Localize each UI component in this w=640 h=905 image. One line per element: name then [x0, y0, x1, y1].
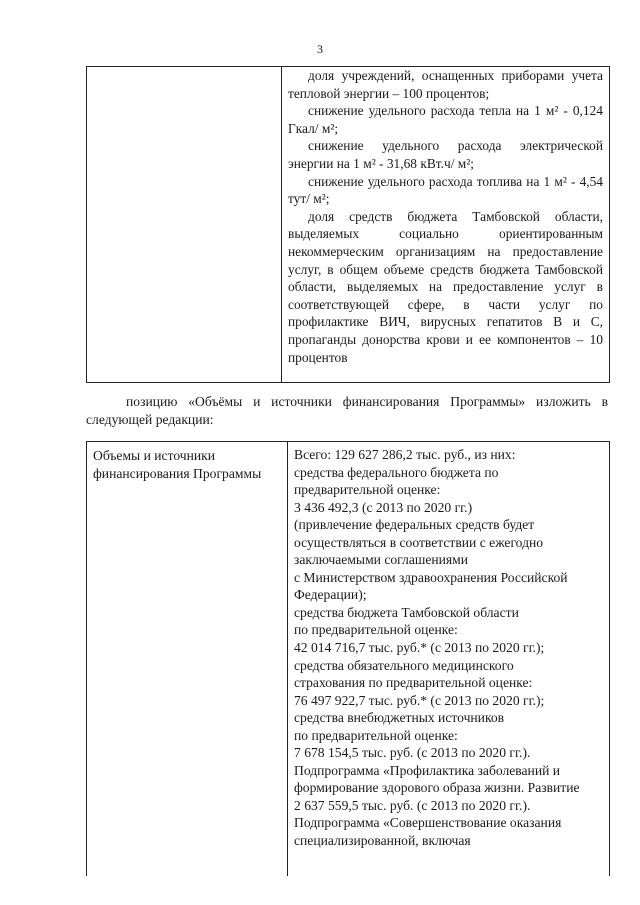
- funding-line: Федерации);: [294, 587, 367, 603]
- indicators-left-cell: [87, 67, 282, 383]
- funding-line: 42 014 716,7 тыс. руб.* (с 2013 по 2020 гг.);: [294, 640, 545, 656]
- funding-label-cell: [87, 442, 288, 877]
- indicators-table: [86, 66, 610, 383]
- funding-line: страхования по предварительной оценке:: [294, 675, 533, 691]
- funding-line: 76 497 922,7 тыс. руб.* (с 2013 по 2020 гг.);: [294, 692, 545, 708]
- funding-line: 7 678 154,5 тыс. руб. (с 2013 по 2020 гг.).: [294, 745, 531, 761]
- funding-line: по предварительной оценке:: [294, 622, 458, 638]
- funding-line: 3 436 492,3 (с 2013 по 2020 гг.): [294, 499, 473, 515]
- indicator-paragraph: снижение удельного расхода топлива на 1 м² - 4,54 тут/ м²;: [288, 173, 603, 207]
- funding-line: с Министерством здравоохранения Российской: [294, 569, 568, 585]
- funding-line: средства внебюджетных источников: [294, 710, 505, 726]
- funding-line: 2 637 559,5 тыс. руб. (с 2013 по 2020 гг.).: [294, 797, 531, 813]
- funding-line: формирование здорового образа жизни. Развитие: [294, 780, 580, 796]
- indicator-paragraph: снижение удельного расхода электрической энергии на 1 м² - 31,68 кВт.ч/ м²;: [288, 138, 603, 171]
- funding-line: заключаемыми соглашениями: [294, 552, 469, 568]
- funding-line: средства обязательного медицинского: [294, 657, 514, 673]
- funding-label: Объемы и источники финансирования Программы: [93, 448, 262, 481]
- funding-table: [86, 441, 610, 876]
- funding-line: Всего: 129 627 286,2 тыс. руб., из них:: [294, 447, 516, 462]
- funding-line: предварительной оценке:: [294, 482, 441, 498]
- funding-line: средства бюджета Тамбовской области: [294, 604, 519, 620]
- funding-line: осуществляться в соответствии с ежегодно: [294, 534, 544, 550]
- indicator-paragraph: снижение удельного расхода тепла на 1 м² - 0,124 Гкал/ м²;: [288, 103, 603, 136]
- indicator-paragraph: доля средств бюджета Тамбовской области, выделяемых социально ориентированным некоммерческим организациям на предоставление услуг, в общем объеме средств бюджета Тамбовской области, выделяемых на предоставление услуг в соответствующей сфере, в части услуг по профилактике ВИЧ, вирусных гепатитов В и С, пропаганды донорства крови и ее компонентов – 10 процентов: [288, 208, 603, 365]
- funding-line: по предварительной оценке:: [294, 727, 458, 743]
- funding-line: (привлечение федеральных средств будет: [294, 517, 535, 533]
- page-number: 3: [317, 42, 323, 56]
- funding-line: Подпрограмма «Совершенствование оказания: [294, 815, 562, 831]
- indicators-right-cell: [282, 67, 610, 383]
- funding-line: Подпрограмма «Профилактика заболеваний и: [294, 762, 561, 778]
- indicator-paragraph: доля учреждений, оснащенных приборами учета тепловой энергии – 100 процентов;: [288, 68, 603, 101]
- funding-line: средства федерального бюджета по: [294, 464, 499, 480]
- intro-text: позицию «Объёмы и источники финансирования Программы» изложить в следующей редакции:: [86, 394, 608, 427]
- funding-line: специализированной, включая: [294, 833, 471, 849]
- funding-details-cell: [288, 442, 610, 877]
